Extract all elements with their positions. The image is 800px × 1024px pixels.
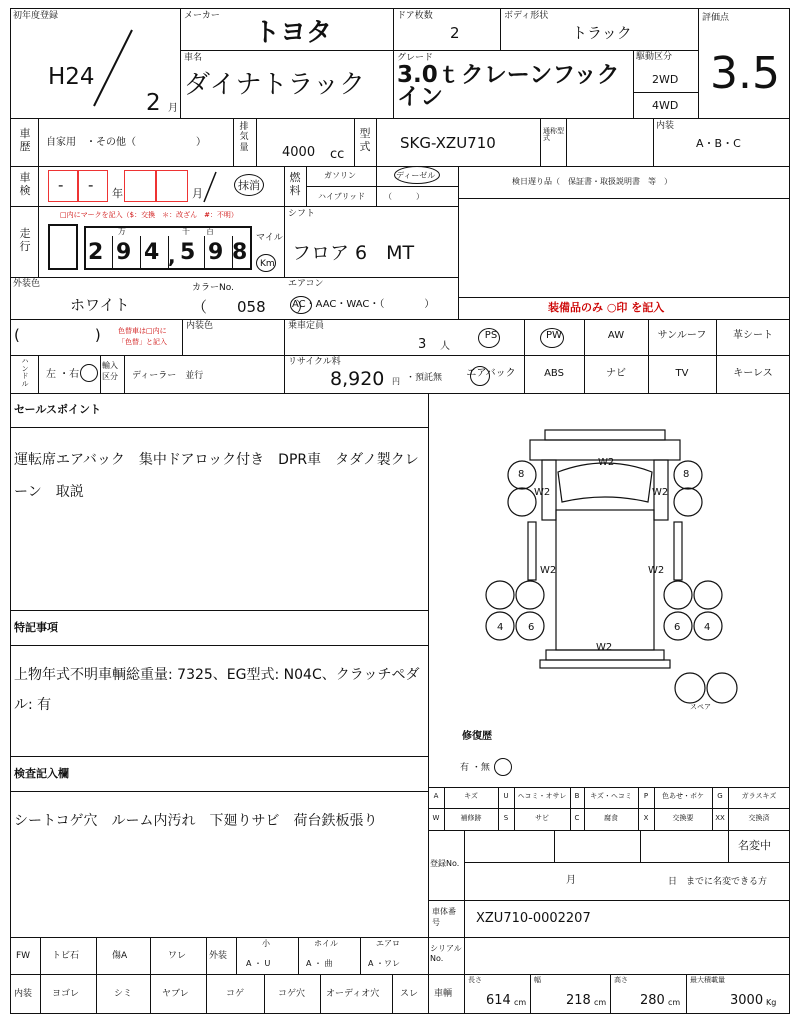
recycle-unit: 円 (392, 377, 400, 386)
import-label: 輸入区分 (102, 361, 118, 382)
doors-label: ドア枚数 (397, 11, 433, 21)
interior-label: 内装 (656, 121, 675, 131)
diagram-tire-label-1: 8 (518, 469, 525, 480)
diagram-tire-fr2 (674, 488, 702, 516)
interior-grades: A・B・C (696, 137, 741, 150)
height-unit: cm (668, 998, 681, 1007)
length-value: 614 (486, 993, 511, 1008)
equipment-item: ABS (544, 368, 564, 379)
name-change: 名変中 (738, 839, 771, 852)
mileage-digit: 8 (232, 240, 248, 265)
chassis-number: XZU710-0002207 (476, 911, 591, 926)
color-no: （ 058 ） (192, 298, 311, 316)
diagram-tire-label-3: 4 (497, 622, 504, 633)
dimensions-label: 車輌 (434, 989, 453, 999)
bottom-koge: コゲ (226, 989, 245, 999)
first-reg-month: 2 (146, 90, 161, 116)
unit-km: Km (260, 259, 275, 269)
displacement-label: 排気量 (239, 122, 249, 153)
load-label: 最大積載量 (690, 976, 725, 984)
sales-points-label: セールスポイント (14, 403, 102, 416)
fuel-other: （ ） (384, 192, 424, 201)
shift-label: シフト (288, 209, 316, 219)
diagram-cab-roof (545, 430, 665, 440)
fuel-gasoline: ガソリン (324, 171, 356, 180)
history-value: 自家用 ・その他（ ） (46, 137, 206, 148)
diagram-w2-4: W2 (540, 565, 557, 576)
unit-man: 万 (118, 227, 126, 236)
import-value: ディーラー 並行 (132, 371, 204, 381)
seating-label: 乗車定員 (288, 321, 325, 331)
inspection-month-unit: 月 (192, 187, 203, 200)
bottom-yogore: ヨゴレ (52, 989, 80, 999)
legend-cell: 補修跡 (460, 814, 482, 822)
legend-cell: C (574, 814, 580, 822)
pw-circle (540, 328, 564, 348)
equipment-item: PW (546, 330, 562, 341)
fuel-hybrid: ハイブリッド (318, 192, 366, 201)
repair-none-circle (494, 758, 512, 776)
drive-4wd: 4WD (652, 99, 679, 112)
mileage-digit: 9 (208, 240, 224, 265)
km-circle (256, 254, 276, 272)
month-unit: 月 (168, 103, 178, 114)
mileage-digit: 2 (88, 240, 104, 265)
equipment-title: 装備品のみ ○印 を記入 (548, 301, 665, 314)
legend-cell: 色あせ・ボケ (662, 792, 704, 800)
diagram-spare-2 (707, 673, 737, 703)
aircon-value: AC・AAC・WAC・（ ） (292, 299, 435, 310)
bottom-sure: スレ (400, 989, 419, 999)
registration-day: 日 までに名変できる方 (668, 877, 768, 887)
grade: 3.0ｔクレーンフックイン (397, 62, 620, 110)
ps-circle (478, 328, 500, 348)
equipment-item: サンルーフ (657, 330, 707, 341)
score: 3.5 (710, 48, 780, 99)
sales-points-text: 運転席エアバック 集中ドアロック付き DPR車 タダノ製クレーン 取説 (14, 452, 419, 500)
exterior-color: ホワイト (70, 296, 130, 314)
cancelled-circle (234, 174, 264, 196)
spare-label: スペア (690, 703, 711, 711)
model-name-label: 車名 (184, 53, 203, 63)
bottom-yabure: ヤブレ (162, 989, 189, 999)
grade-label: グレード (397, 53, 434, 63)
inspection-notes-text: シートコゲ穴 ルーム内汚れ 下廻りサビ 荷台鉄板張り (14, 813, 378, 829)
diesel-circle (394, 166, 440, 184)
mileage-label: 走行 (19, 227, 31, 253)
special-notes-label: 特記事項 (14, 621, 58, 634)
legend-cell: B (574, 792, 580, 800)
legend-cell: A (433, 792, 439, 800)
equipment-item: エアバック (466, 368, 516, 379)
diagram-tire-label-4: 6 (528, 622, 535, 633)
diagram-tire-rr1 (664, 581, 692, 609)
diagram-tire-label-6: 4 (704, 622, 711, 633)
bottom-kizu-a: 傷A (112, 951, 128, 961)
handle-label: ハンドル (21, 357, 29, 389)
common-type-label: 通称型式 (543, 127, 564, 142)
width-unit: cm (594, 998, 607, 1007)
inspection-month-box-1 (124, 170, 156, 202)
right-circle (80, 364, 98, 382)
inspection-cancelled: 抹消 (238, 179, 260, 192)
diagram-tire-rl2 (516, 581, 544, 609)
legend-cell: ガラスキズ (741, 792, 777, 800)
recycle-label: リサイクル料 (288, 357, 341, 367)
documents-included: 検日遅り品（ 保証書・取扱説明書 等 ） (512, 177, 672, 186)
seating-value: 3 (418, 337, 427, 352)
slash-mark-2 (200, 170, 220, 204)
special-notes-text: 上物年式不明車輌総重量: 7325、EG型式: N04C、クラッチペダル: 有 (14, 667, 420, 713)
inspection-dash-1: - (58, 176, 64, 194)
bottom-audio-ana: オーディオ穴 (326, 989, 380, 999)
legend-cell: XX (715, 814, 725, 822)
displacement-unit: cc (330, 147, 345, 162)
diagram-windshield (558, 463, 652, 502)
interior-color-label: 内装色 (186, 321, 214, 331)
color-no-label: カラーNo. (192, 283, 234, 293)
legend-cell: X (643, 814, 649, 822)
diagram-w2-5: W2 (648, 565, 665, 576)
legend-cell: 交換済 (748, 814, 770, 822)
airbag-circle (470, 366, 490, 386)
equipment-item: キーレス (733, 368, 773, 379)
bottom-ware: ワレ (168, 951, 187, 961)
body-label: ボディ形状 (504, 11, 549, 21)
inspection-year-unit: 年 (112, 187, 123, 200)
legend-cell: S (503, 814, 509, 822)
fuel-diesel: ディーゼル (396, 171, 436, 180)
fw-label: FW (16, 951, 31, 961)
mileage-mark-box (48, 224, 78, 270)
diagram-w2-1: W2 (598, 457, 615, 468)
bottom-interior: 内装 (14, 989, 33, 999)
legend-cell: W (432, 814, 440, 822)
length-unit: cm (514, 998, 527, 1007)
bottom-shimi: シミ (114, 989, 133, 999)
type-label: 型式 (359, 127, 371, 153)
unit-hyaku: 百 (206, 227, 214, 236)
history-label: 車歴 (19, 127, 31, 153)
first-reg-label: 初年度登録 (13, 11, 59, 21)
shift-value: フロア 6 MT (292, 242, 415, 264)
unit-mile: マイル (256, 233, 283, 243)
exterior-color-label: 外装色 (13, 279, 41, 289)
equipment-item: 革シート (733, 330, 773, 341)
fuel-label: 燃料 (289, 171, 301, 197)
serial-label: シリアルNo. (430, 944, 462, 964)
legend-cell: 交換要 (672, 814, 694, 822)
length-label: 長さ (468, 976, 482, 984)
diagram-rail-left (528, 522, 536, 580)
body-type: トラック (572, 24, 632, 42)
inspection-month-box-2 (156, 170, 188, 202)
height-value: 280 (640, 993, 665, 1008)
mileage-comma: , (168, 244, 176, 268)
diagram-tire-rl1 (486, 581, 514, 609)
color-change-note: 色替車は□内に「色替」と記入 (118, 327, 167, 346)
height-label: 高さ (614, 976, 628, 984)
mileage-digit: 5 (180, 240, 196, 265)
equipment-item: ナビ (606, 368, 626, 379)
diagram-w2-6: W2 (596, 642, 613, 653)
diagram-tire-label-5: 6 (674, 622, 681, 633)
diagram-spare-1 (675, 673, 705, 703)
registration-label: 登録No. (430, 859, 460, 868)
legend-cell: 腐食 (604, 814, 618, 822)
inspection-label: 車検 (19, 171, 31, 197)
diagram-bumper (540, 660, 670, 668)
color-change-box: ( ) (14, 326, 101, 344)
bottom-tobiishi: トビ石 (52, 951, 80, 961)
diagram-tire-fl2 (508, 488, 536, 516)
slash-mark (90, 28, 140, 108)
legend-cell: P (643, 792, 649, 800)
maker: トヨタ (254, 18, 333, 48)
legend-cell: U (503, 792, 509, 800)
score-label: 評価点 (702, 13, 730, 23)
handle-value: 左 ・右 (46, 369, 80, 380)
repair-history-value: 有 ・無 (460, 763, 490, 773)
recycle-value: 8,920 (330, 368, 385, 390)
legend-cell: キズ (464, 792, 478, 800)
diagram-tire-rr2 (694, 581, 722, 609)
bottom-small-vals: A ・ U (246, 959, 271, 968)
legend-cell: キズ・ヘコミ (590, 792, 632, 800)
equipment-item: TV (675, 368, 689, 379)
mileage-digit: 9 (116, 240, 132, 265)
diagram-bed (556, 510, 654, 650)
bottom-small: 小 (262, 939, 270, 948)
bottom-wheel-vals: A ・ 曲 (306, 959, 333, 968)
chassis-label: 車体番号 (432, 907, 456, 928)
repair-history-label: 修復歴 (462, 731, 492, 742)
bottom-aero: エアロ (376, 939, 400, 948)
first-reg-year: H24 (48, 64, 95, 90)
diagram-w2-3: W2 (652, 487, 669, 498)
inspection-notes-label: 検査記入欄 (14, 767, 69, 780)
doors: 2 (450, 24, 460, 42)
diagram-rail-right (674, 522, 682, 580)
displacement-value: 4000 (282, 145, 316, 160)
inspection-dash-2: - (88, 176, 94, 194)
load-unit: Kg (766, 998, 777, 1007)
load-value: 3000 (730, 993, 764, 1008)
width-value: 218 (566, 993, 591, 1008)
mileage-note: □内にマークを記入（$：交換 ＊：改ざん #：不明） (60, 211, 238, 219)
registration-month: 月 (566, 875, 576, 886)
model-type: SKG-XZU710 (400, 134, 496, 152)
ac-circle (290, 296, 312, 314)
bottom-koge-ana: コゲ穴 (278, 989, 306, 999)
legend-cell: ヘコミ・オサレ (517, 792, 567, 800)
bottom-aero-vals: A ・ワレ (368, 959, 401, 968)
drive-2wd: 2WD (652, 73, 679, 86)
legend-cell: G (717, 792, 723, 800)
aircon-label: エアコン (288, 279, 324, 289)
drive-label: 駆動区分 (636, 52, 673, 62)
width-label: 幅 (534, 976, 541, 984)
recycle-deposit: ・預託無 (406, 373, 443, 383)
model-name: ダイナトラック (184, 70, 365, 100)
maker-label: メーカー (184, 11, 220, 21)
mileage-digit: 4 (144, 240, 160, 265)
diagram-w2-2: W2 (534, 487, 551, 498)
legend-cell: サビ (535, 814, 549, 822)
bottom-wheel: ホイル (314, 939, 338, 948)
seating-unit: 人 (440, 341, 450, 352)
bottom-exterior: 外装 (209, 951, 228, 961)
equipment-item: PS (484, 330, 498, 341)
diagram-tire-label-2: 8 (683, 469, 690, 480)
unit-sen: 千 (182, 227, 190, 236)
equipment-item: AW (607, 330, 625, 341)
